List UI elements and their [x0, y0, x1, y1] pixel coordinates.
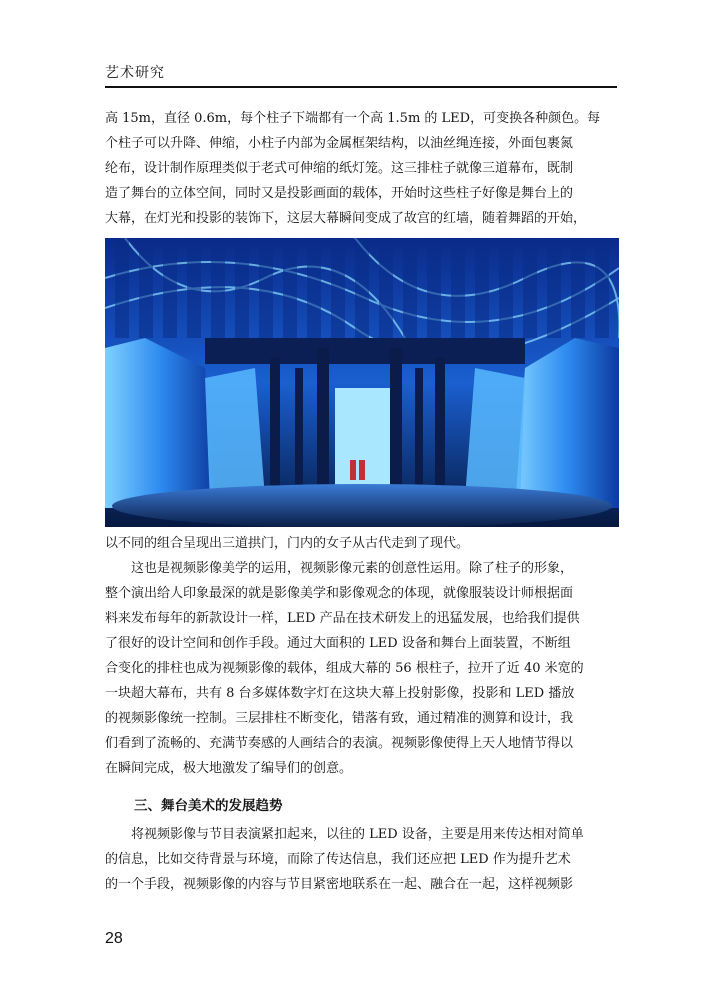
text-line: 合变化的排柱也成为视频影像的载体，组成大幕的 56 根柱子，拉开了近 40 米宽的	[105, 661, 584, 676]
text-line: 一块超大幕布，共有 8 台多媒体数字灯在这块大幕上投射影像，投影和 LED 播放	[105, 686, 575, 701]
paragraph-main	[105, 556, 617, 781]
text-line: 的信息，比如交待背景与环境，而除了传达信息，我们还应把 LED 作为提升艺术	[105, 852, 571, 867]
page-number: 28	[105, 930, 123, 947]
text-line: 的视频影像统一控制。三层排柱不断变化，错落有致，通过精准的测算和设计，我	[105, 711, 574, 726]
running-head-title: 艺术研究	[105, 65, 165, 81]
text-line: 个柱子可以升降、伸缩，小柱子内部为金属框架结构，以油丝绳连接，外面包裹氮	[105, 136, 574, 151]
text-line: 的一个手段，视频影像的内容与节目紧密地联系在一起、融合在一起，这样视频影	[105, 877, 574, 892]
text-line: 了很好的设计空间和创作手段。通过大面积的 LED 设备和舞台上面装置，不断组	[105, 636, 571, 651]
text-line: 料来发布每年的新款设计一样，LED 产品在技术研发上的迅猛发展，也给我们提供	[105, 611, 580, 626]
text-line: 以不同的组合呈现出三道拱门，门内的女子从古代走到了现代。	[105, 536, 470, 551]
section-heading: 三、舞台美术的发展趋势	[134, 798, 283, 814]
text-line: 这也是视频影像美学的运用，视频影像元素的创意性运用。除了柱子的形象，	[131, 561, 574, 576]
text-line: 在瞬间完成，极大地激发了编导们的创意。	[105, 761, 353, 776]
text-line: 整个演出给人印象最深的就是影像美学和影像观念的体现，就像服装设计师根据面	[105, 586, 574, 601]
text-line: 将视频影像与节目表演紧扣起来，以往的 LED 设备，主要是用来传达相对简单	[131, 827, 584, 842]
paragraph-after-figure	[105, 531, 617, 556]
paragraph-top	[105, 106, 617, 231]
header-rule	[105, 86, 617, 88]
text-line: 大幕，在灯光和投影的装饰下，这层大幕瞬间变成了故宫的红墙，随着舞蹈的开始，	[105, 211, 587, 226]
text-line: 纶布，设计制作原理类似于老式可伸缩的纸灯笼。这三排柱子就像三道幕布，既制	[105, 161, 574, 176]
paragraph-bottom	[105, 822, 617, 897]
text-line: 造了舞台的立体空间，同时又是投影画面的载体，开始时这些柱子好像是舞台上的	[105, 186, 574, 201]
stage-photo	[105, 238, 619, 527]
text-line: 高 15m，直径 0.6m，每个柱子下端都有一个高 1.5m 的 LED，可变换各种颜色。每	[105, 111, 601, 126]
text-line: 们看到了流畅的、充满节奏感的人画结合的表演。视频影像使得上天人地情节得以	[105, 736, 574, 751]
